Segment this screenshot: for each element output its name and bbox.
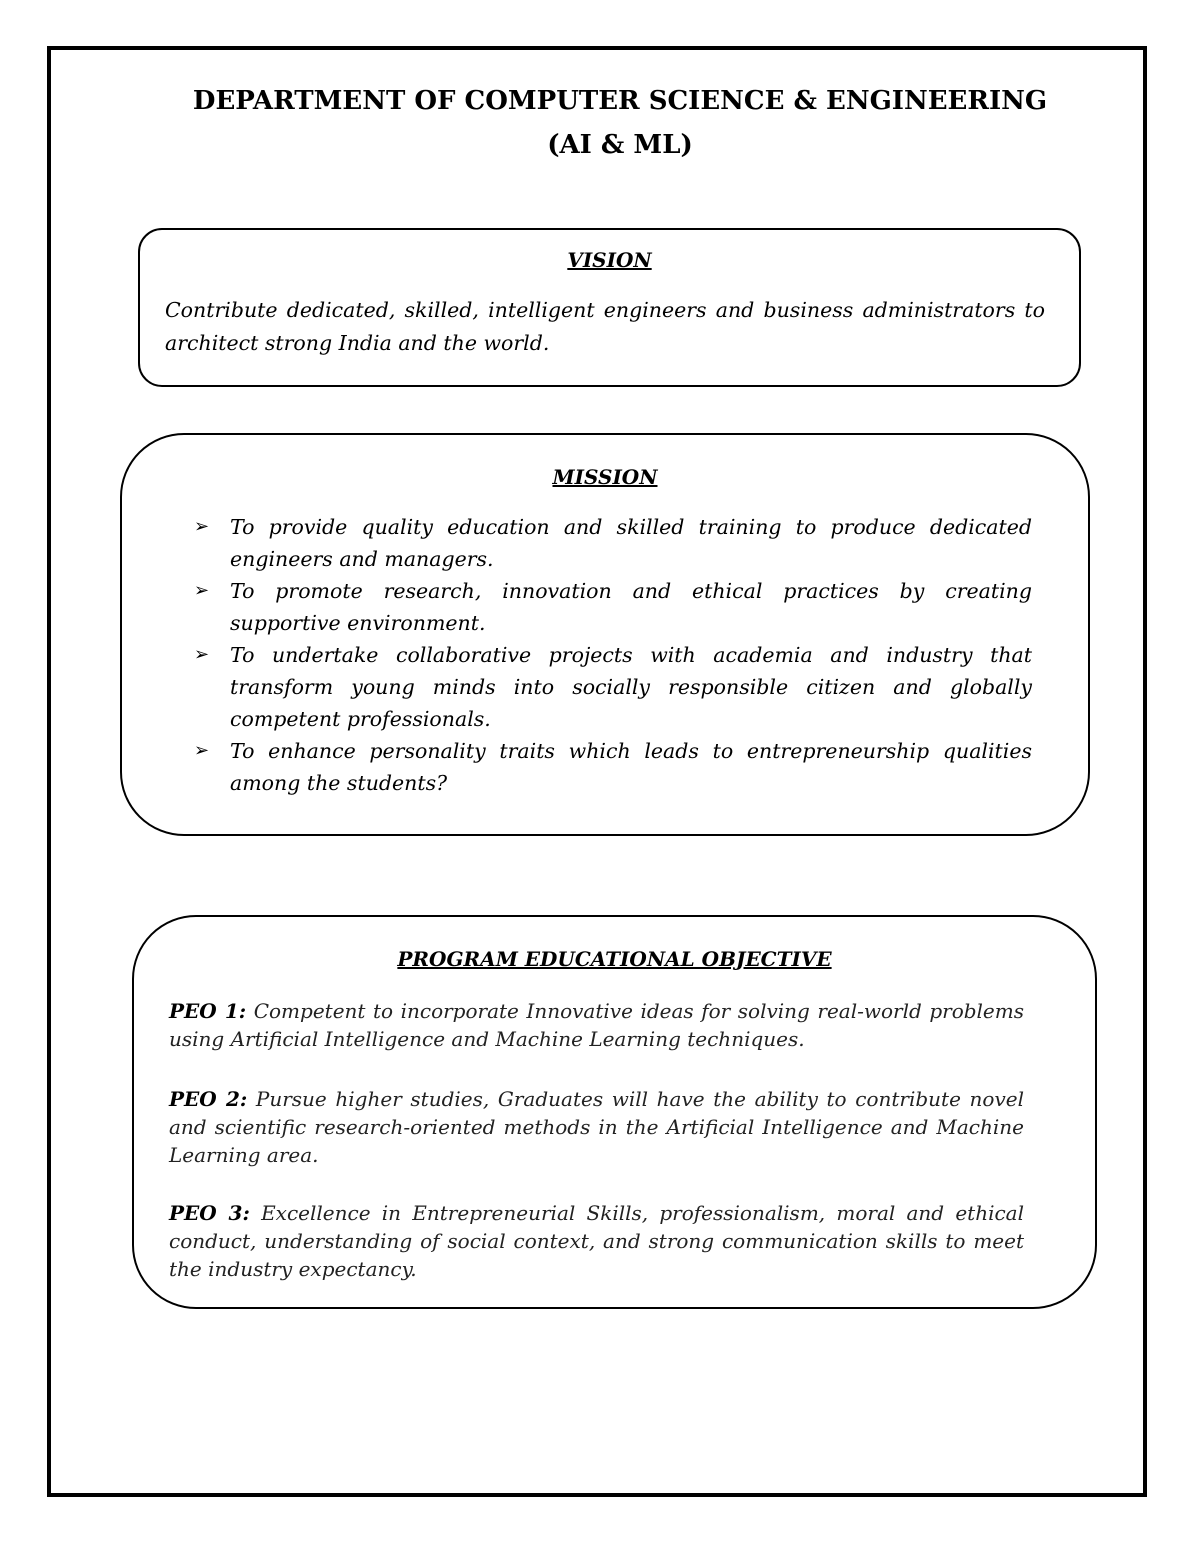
vision-text: Contribute dedicated, skilled, intelligent engineers and business administrators to architect strong India and the world. <box>165 298 1045 355</box>
arrow-bullet-icon: ➢ <box>194 740 210 761</box>
mission-item-text: To promote research, innovation and ethical practices by creating supportive environment. <box>230 579 1032 635</box>
mission-item-text: To undertake collaborative projects with academia and industry that transform young minds into socially responsible citizen and globally competent professionals. <box>230 643 1032 731</box>
mission-item-text: To enhance personality traits which leads to entrepreneurship qualities among the students? <box>230 739 1032 795</box>
department-title: DEPARTMENT OF COMPUTER SCIENCE & ENGINEERING <box>192 86 1048 116</box>
vision-box <box>138 228 1081 387</box>
peo-label: PEO 3: <box>169 1201 250 1225</box>
mission-item <box>192 575 1032 639</box>
peo-item <box>169 1199 1024 1283</box>
peo-text: Competent to incorporate Innovative ideas for solving real-world problems using Artificial Intelligence and Machine Learning techniques. <box>169 999 1024 1051</box>
arrow-bullet-icon: ➢ <box>194 644 210 665</box>
mission-item-text: To provide quality education and skilled training to produce dedicated engineers and managers. <box>230 515 1032 571</box>
peo-box <box>132 915 1097 1309</box>
peo-item <box>169 1085 1024 1169</box>
arrow-bullet-icon: ➢ <box>194 516 210 537</box>
mission-item <box>192 735 1032 799</box>
department-subtitle: (AI & ML) <box>547 130 693 160</box>
mission-item <box>192 511 1032 575</box>
peo-label: PEO 2: <box>169 1087 248 1111</box>
mission-item <box>192 639 1032 735</box>
peo-text: Excellence in Entrepreneurial Skills, professionalism, moral and ethical conduct, understanding of social context, and strong communication skills to meet the industry expectancy. <box>169 1201 1024 1281</box>
mission-list <box>192 511 1032 799</box>
vision-heading: VISION <box>567 248 652 272</box>
peo-text: Pursue higher studies, Graduates will have the ability to contribute novel and scientific research-oriented methods in the Artificial Intelligence and Machine Learning area. <box>169 1087 1025 1167</box>
mission-box <box>120 433 1090 836</box>
peo-item <box>169 997 1024 1053</box>
peo-label: PEO 1: <box>169 999 247 1023</box>
mission-heading: MISSION <box>552 465 658 489</box>
arrow-bullet-icon: ➢ <box>194 580 210 601</box>
peo-heading: PROGRAM EDUCATIONAL OBJECTIVE <box>397 947 832 971</box>
